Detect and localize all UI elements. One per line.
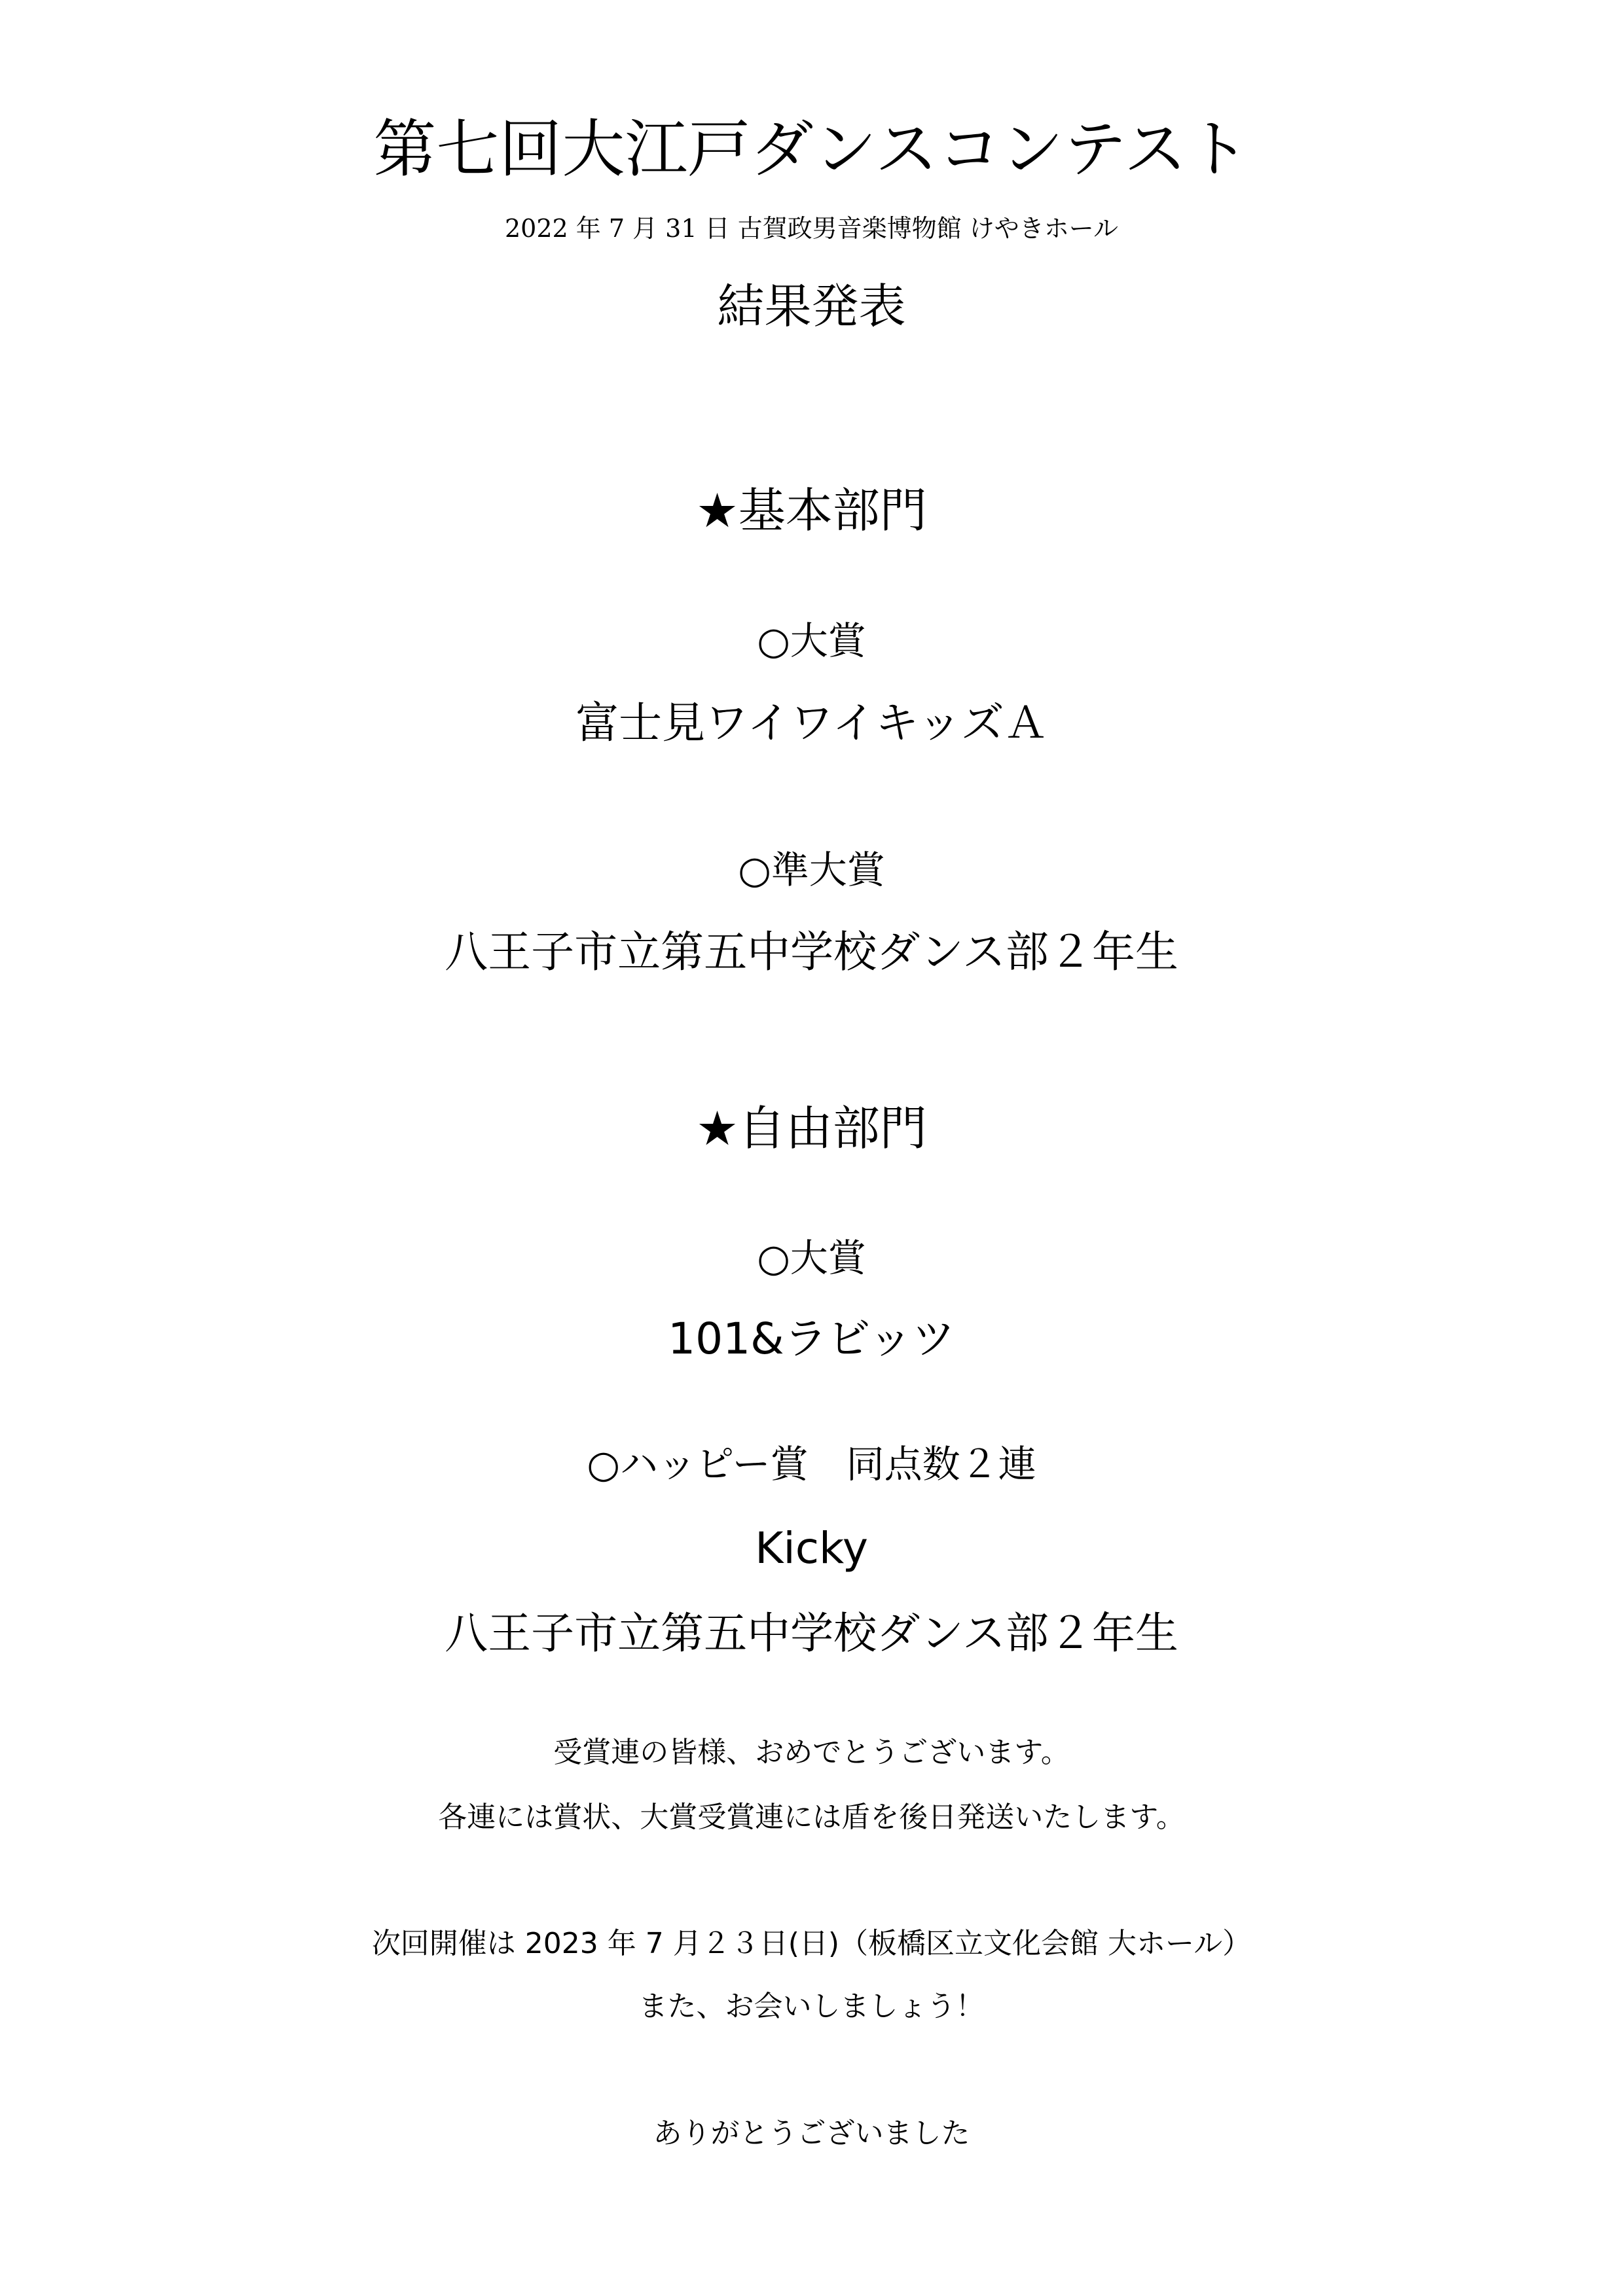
basic-grand-prize-label: ○大賞 xyxy=(757,619,866,663)
thanks-message: ありがとうございました xyxy=(653,2117,970,2150)
free-grand-prize-label: ○大賞 xyxy=(757,1236,866,1280)
basic-division-heading: ★基本部門 xyxy=(696,483,927,538)
congrats-message: 受賞連の皆様、おめでとうございます。 xyxy=(553,1736,1070,1769)
free-division-heading: ★自由部門 xyxy=(696,1101,927,1156)
see-you-message: また、お会いしましょう！ xyxy=(638,1990,985,2023)
basic-runner-up-winner: 八王子市立第五中学校ダンス部２年生 xyxy=(445,927,1178,977)
free-grand-prize-winner: 101&ラビッツ xyxy=(668,1314,955,1364)
shipping-note: 各連には賞状、大賞受賞連には盾を後日発送いたします。 xyxy=(438,1801,1185,1834)
next-event-info: 次回開催は 2023 年 7 月２３日(日)（板橋区立文化会館 大ホール） xyxy=(371,1927,1252,1960)
basic-runner-up-label: ○準大賞 xyxy=(738,848,885,892)
free-happy-prize-label: ○ハッピー賞 同点数２連 xyxy=(587,1442,1036,1486)
results-heading: 結果発表 xyxy=(717,279,906,334)
event-info: 2022 年 7 月 31 日 古賀政男音楽博物館 けやきホール xyxy=(504,214,1119,243)
free-happy-prize-winner: 八王子市立第五中学校ダンス部２年生 xyxy=(445,1608,1178,1659)
free-happy-prize-winner: Kicky xyxy=(755,1523,868,1573)
basic-grand-prize-winner: 富士見ワイワイキッズＡ xyxy=(575,698,1048,748)
page-title: 第七回大江戸ダンスコンテスト xyxy=(373,113,1250,186)
